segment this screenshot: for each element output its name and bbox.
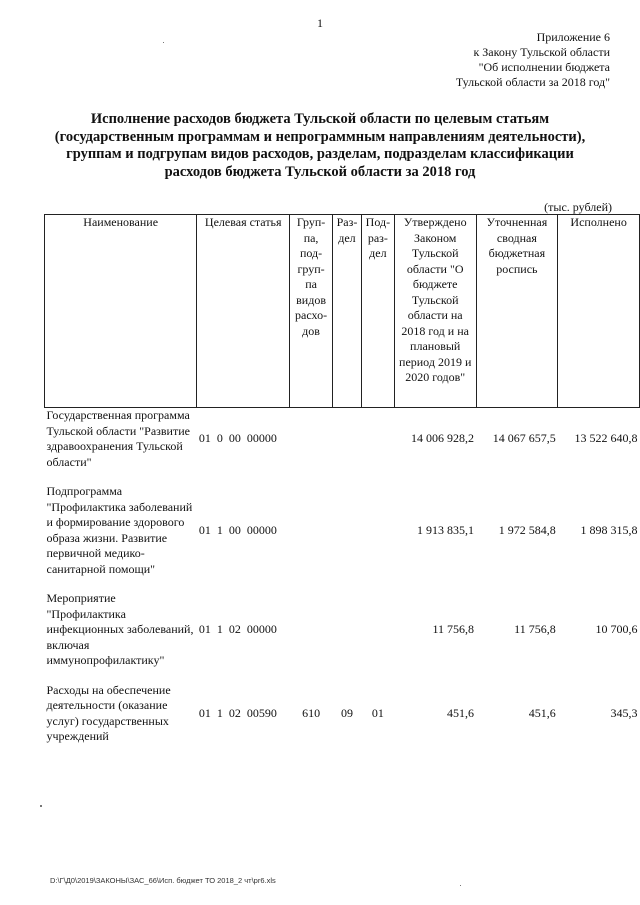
- row-approved: 1 913 835,1: [417, 522, 475, 537]
- row-group: [290, 591, 333, 669]
- scan-speck: [163, 42, 164, 43]
- row-name: Расходы на обеспечение деятельности (оказание услуг) государственных учреждений: [46, 682, 171, 743]
- row-section: [333, 408, 362, 471]
- row-section: 09: [340, 705, 353, 720]
- header-target: Целевая статья: [197, 215, 290, 408]
- row-approved: 14 006 928,2: [411, 431, 475, 446]
- expenditure-table: [44, 214, 640, 745]
- header-subsection: Под-раз-дел: [361, 215, 394, 408]
- table-row: [45, 408, 640, 471]
- row-spacer: [45, 669, 640, 683]
- appendix-line: Тульской области за 2018 год": [455, 75, 610, 89]
- row-group: [290, 408, 333, 471]
- row-target: 01 1 02 00590: [198, 705, 277, 720]
- scan-speck: [40, 805, 42, 807]
- row-group: 610: [302, 705, 321, 720]
- row-name: Мероприятие "Профилактика инфекционных заболеваний, включая иммунопрофилактику": [46, 591, 194, 667]
- header-refined: Уточненная сводная бюджетная роспись: [476, 215, 558, 408]
- row-approved: 451,6: [447, 705, 475, 720]
- appendix-line: Приложение 6: [536, 30, 610, 44]
- header-executed: Исполнено: [558, 215, 640, 408]
- row-spacer: [45, 577, 640, 591]
- document-title: [30, 111, 610, 181]
- header-group: Груп-па, под-груп-па видов расхо-дов: [290, 215, 333, 408]
- header-section: Раз-дел: [333, 215, 362, 408]
- appendix-line: к Закону Тульской области: [473, 45, 610, 59]
- table-row: [45, 591, 640, 669]
- row-refined: 11 756,8: [514, 622, 556, 636]
- title-line: расходов бюджета Тульской области за 2018 год: [164, 163, 476, 180]
- row-refined: 1 972 584,8: [498, 522, 556, 537]
- row-section: [333, 484, 362, 577]
- row-subsection: [361, 484, 394, 577]
- scan-speck: [460, 885, 461, 886]
- row-spacer: [45, 470, 640, 484]
- row-section: [333, 591, 362, 669]
- row-subsection: 01: [371, 705, 384, 720]
- row-approved: 11 756,8: [432, 622, 475, 636]
- table-header-row: [45, 215, 640, 408]
- row-executed: 1 898 315,8: [580, 522, 638, 537]
- table-row: [45, 683, 640, 745]
- row-executed: 13 522 640,8: [574, 431, 638, 446]
- row-target: 01 1 02 00000: [198, 622, 277, 636]
- table-row: [45, 484, 640, 577]
- appendix-heading: [456, 30, 610, 90]
- units-label: (тыс. рублей): [544, 200, 612, 214]
- header-approved: Утверждено Законом Тульской области "О бюджете Тульской области на 2018 год и на плановый период 2019 и 2020 годов": [394, 215, 476, 408]
- row-target: 01 0 00 00000: [198, 431, 277, 446]
- page-number: 1: [317, 16, 323, 30]
- row-name: Государственная программа Тульской области "Развитие здравоохранения Тульской области": [46, 408, 190, 469]
- row-name: Подпрограмма "Профилактика заболеваний и формирование здорового образа жизни. Развитие первичной медико-санитарной помощи": [46, 484, 193, 576]
- title-line: группам и подгрупам видов расходов, разделам, подразделам классификации: [66, 146, 574, 162]
- row-executed: 345,3: [610, 705, 638, 720]
- appendix-line: "Об исполнении бюджета: [478, 60, 610, 74]
- row-group: [290, 484, 333, 577]
- title-line: Исполнение расходов бюджета Тульской области по целевым статьям: [90, 111, 550, 127]
- title-line: (государственным программам и непрограммным направлениям деятельности),: [54, 128, 586, 145]
- row-subsection: [361, 408, 394, 471]
- file-path-footer: D:\Г\Д0\2019\ЗАКОНЫ\ЗАС_66\Исп. бюджет ТО 2018_2 чт\pr6.xls: [50, 876, 276, 885]
- header-name: Наименование: [45, 215, 197, 408]
- row-target: 01 1 00 00000: [198, 522, 277, 537]
- row-subsection: [361, 591, 394, 669]
- row-executed: 10 700,6: [595, 622, 638, 636]
- row-refined: 14 067 657,5: [492, 431, 556, 446]
- row-refined: 451,6: [528, 705, 556, 720]
